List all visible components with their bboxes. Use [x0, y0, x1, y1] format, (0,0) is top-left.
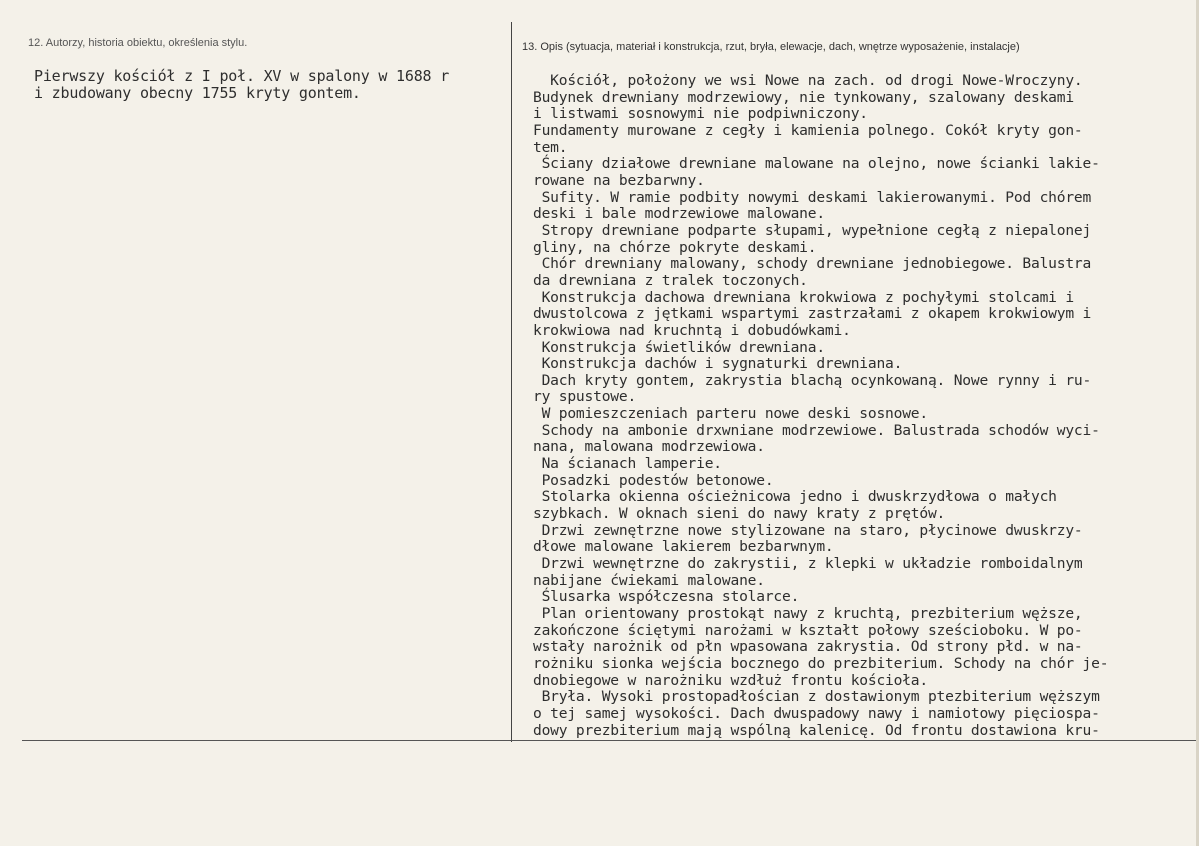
description-line: nana, malowana modrzewiowa. [533, 438, 765, 456]
description-line: rowane na bezbarwny. [533, 171, 705, 189]
description-line: Chór drewniany malowany, schody drewniane jednobiegowe. Balustra [533, 255, 1092, 273]
description-line: Ślusarka współczesna stolarce. [533, 588, 800, 606]
description-line: rożniku sionka wejścia bocznego do prezbiterium. Schody na chór je- [533, 654, 1109, 672]
column-divider [511, 22, 512, 742]
description-line: gliny, na chórze pokryte deskami. [533, 238, 817, 256]
description-line: Plan orientowany prostokąt nawy z kruchtą, prezbiterium węższe, [533, 605, 1083, 622]
description-line: o tej samej wysokości. Dach dwuspadowy nawy i namiotowy pięciospa- [533, 704, 1100, 722]
description-line: szybkach. W oknach sieni do nawy kraty z prętów. [533, 505, 946, 523]
description-line: Schody na ambonie drxwniane modrzewiowe. Balustrada schodów wyci- [533, 421, 1100, 439]
description-line: W pomieszczeniach parteru nowe deski sosnowe. [533, 405, 928, 423]
description-line: dłowe malowane lakierem bezbarwnym. [533, 538, 834, 556]
description-line: dnobiegowe w narożniku wzdłuż frontu kościoła. [533, 671, 928, 689]
description-line: Stolarka okienna ościeżnicowa jedno i dwuskrzydłowa o małych [533, 488, 1057, 506]
description-line: Na ścianach lamperie. [533, 455, 722, 473]
description-line: wstały narożnik od płn wpasowana zakrystia. Od strony płd. w na- [533, 638, 1083, 656]
history-line: Pierwszy kościół z I poł. XV w spalony w 1688 r [34, 67, 450, 85]
description-line: zakończone ściętymi narożami w kształt połowy sześcioboku. W po- [533, 621, 1083, 639]
section-12-heading: 12. Autorzy, historia obiektu, określenia stylu. [28, 37, 248, 49]
description-text [533, 73, 1108, 739]
description-line: i listwami sosnowymi nie podpiwniczony. [533, 105, 868, 123]
section-13-heading: 13. Opis (sytuacja, materiał i konstrukcja, rzut, bryła, elewacje, dach, wnętrze wyposażenie, instalacje) [522, 41, 1020, 53]
description-line: dowy prezbiterium mają wspólną kalenicę. Od frontu dostawiona kru- [533, 721, 1100, 739]
description-line: Dach kryty gontem, zakrystia blachą ocynkowaną. Nowe rynny i ru- [533, 371, 1092, 389]
description-line: Bryła. Wysoki prostopadłościan z dostawionym ptezbiterium węższym [533, 688, 1100, 706]
description-line: deski i bale modrzewiowe malowane. [533, 205, 825, 223]
description-line: Sufity. W ramie podbity nowymi deskami lakierowanymi. Pod chórem [533, 188, 1092, 206]
description-line: dwustolcowa z jętkami wspartymi zastrzałami z okapem krokwiowym i [533, 305, 1092, 323]
description-line: ry spustowe. [533, 388, 637, 406]
history-line: i zbudowany obecny 1755 kryty gontem. [34, 84, 361, 102]
description-line: Fundamenty murowane z cegły i kamienia polnego. Cokół kryty gon- [533, 121, 1083, 139]
bottom-rule [22, 740, 1198, 741]
description-line: Kościół, położony we wsi Nowe na zach. od drogi Nowe-Wroczyny. [533, 72, 1083, 89]
description-line: Konstrukcja dachowa drewniana krokwiowa z pochyłymi stolcami i [533, 288, 1074, 306]
description-line: Konstrukcja dachów i sygnaturki drewniana. [533, 355, 903, 373]
description-line: Konstrukcja świetlików drewniana. [533, 338, 825, 356]
description-line: nabijane ćwiekami malowane. [533, 571, 765, 589]
description-line: Budynek drewniany modrzewiowy, nie tynkowany, szalowany deskami [533, 88, 1074, 106]
description-line: Stropy drewniane podparte słupami, wypełnione cegłą z niepalonej [533, 221, 1092, 239]
description-line: Posadzki podestów betonowe. [533, 471, 774, 489]
description-line: krokwiowa nad kruchntą i dobudówkami. [533, 321, 851, 339]
history-text [34, 68, 449, 102]
description-line: tem. [533, 138, 568, 156]
description-line: Drzwi zewnętrzne nowe stylizowane na staro, płycinowe dwuskrzy- [533, 521, 1083, 539]
description-line: da drewniana z tralek toczonych. [533, 271, 808, 289]
description-line: Drzwi wewnętrzne do zakrystii, z klepki w układzie romboidalnym [533, 555, 1083, 573]
description-line: Ściany działowe drewniane malowane na olejno, nowe ścianki lakie- [533, 155, 1100, 173]
